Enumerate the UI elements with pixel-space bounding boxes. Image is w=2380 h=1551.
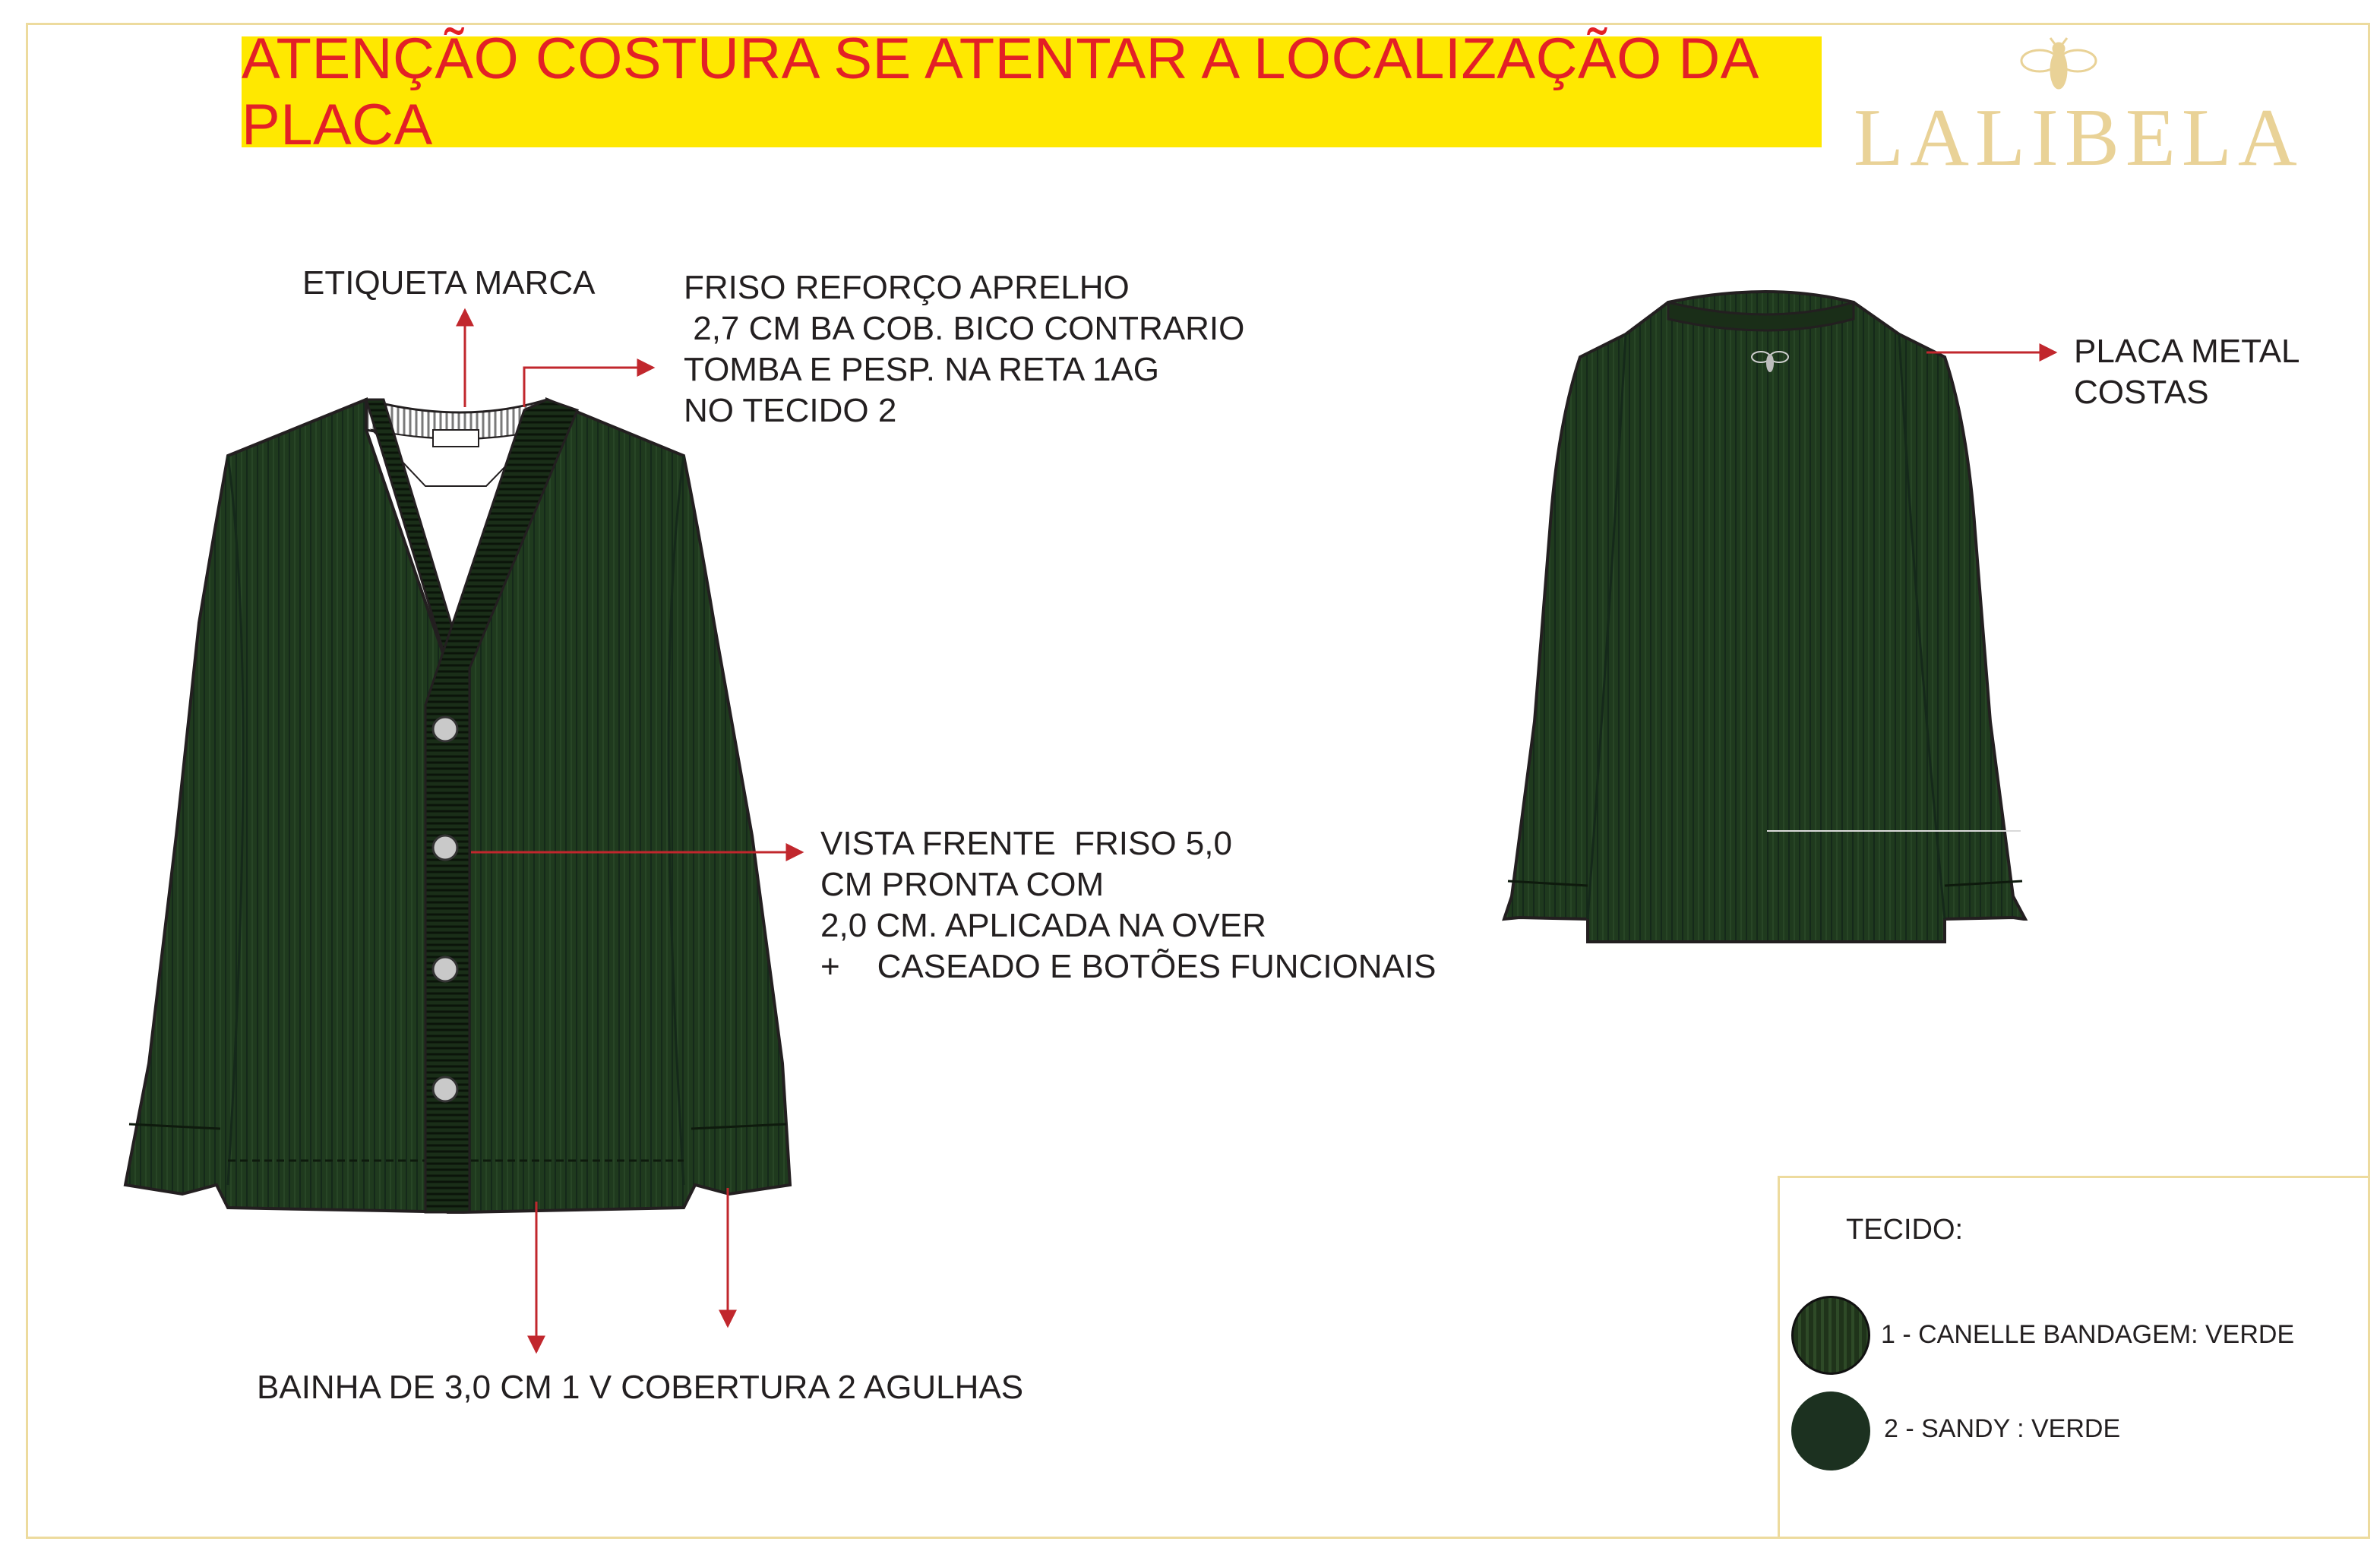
fabric-legend-item-1: 1 - CANELLE BANDAGEM: VERDE: [1881, 1320, 2295, 1349]
cardigan-back-drawing: [1504, 292, 2025, 942]
warning-banner-text: ATENÇÃO COSTURA SE ATENTAR A LOCALIZAÇÃO DA PLACA: [242, 27, 1756, 157]
button-icon: [433, 1077, 457, 1101]
brand-label-tag: [433, 430, 479, 447]
back-plate-note: PLACA METAL COSTAS: [2074, 333, 2300, 411]
fabric-legend-title: TECIDO:: [1846, 1214, 1964, 1246]
fabric-swatch-2: [1791, 1391, 1870, 1470]
button-icon: [433, 836, 457, 860]
fabric-swatch-1: [1791, 1296, 1870, 1375]
cardigan-front-drawing: [125, 400, 790, 1212]
front-placket-note: VISTA FRENTE FRISO 5,0 CM PRONTA COM 2,0 CM. APLICADA NA OVER + CASEADO E BOTÕES FUNCIONAIS: [820, 825, 1437, 985]
brand-logo-text: LALIBELA: [1854, 93, 2303, 183]
button-icon: [433, 717, 457, 741]
button-icon: [433, 957, 457, 981]
hem-note: BAINHA DE 3,0 CM 1 V COBERTURA 2 AGULHAS: [257, 1369, 1024, 1406]
back-body: [1504, 292, 2025, 942]
neck-trim-note: FRISO REFORÇO APRELHO 2,7 CM BA COB. BICO CONTRARIO TOMBA E PESP. NA RETA 1AG NO TECIDO 2: [684, 269, 1245, 429]
fabric-legend-item-2: 2 - SANDY : VERDE: [1884, 1414, 2121, 1443]
label-tag-note: ETIQUETA MARCA: [302, 264, 596, 302]
